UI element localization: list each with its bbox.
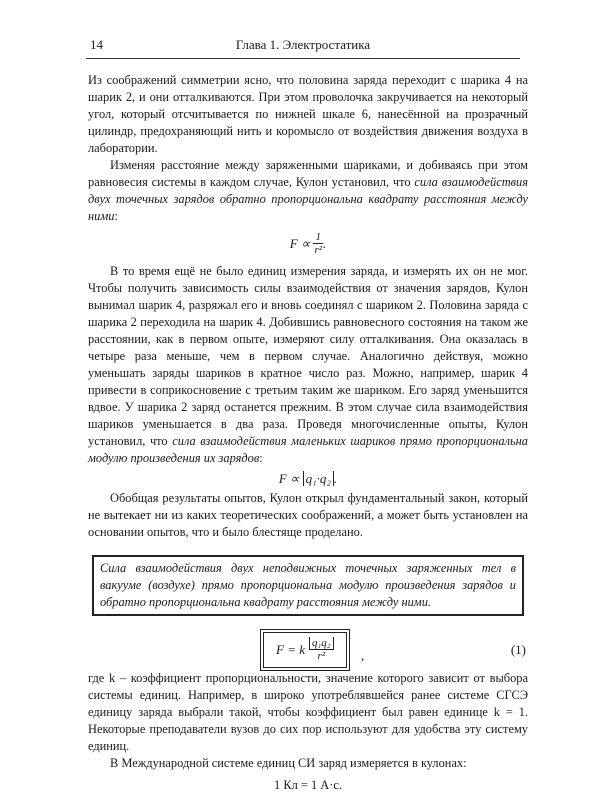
paragraph-distance-dependence	[88, 157, 528, 225]
paragraph-text: :	[114, 209, 118, 223]
fraction-numerator: 1	[315, 231, 321, 243]
fraction-denominator: r²	[317, 650, 326, 662]
formula-fraction	[313, 231, 323, 257]
fraction-numerator: q₁q₂	[309, 637, 334, 650]
formula-lhs: F ∝	[289, 236, 311, 251]
coulomb-law-box	[92, 555, 524, 616]
formula-charge-product	[88, 468, 528, 489]
paragraph-si-units: В Международной системе единиц СИ заряд измеряется в кулонах:	[110, 756, 467, 770]
page-body	[88, 72, 528, 794]
formula-lhs: F ∝	[278, 471, 300, 486]
formula-inverse-square	[88, 226, 528, 262]
formula-lhs: F = k	[276, 642, 305, 657]
paragraph-generalization: Обобщая результаты опытов, Кулон открыл фундаментальный закон, который не вытекает ни из каких теоретических соображений, а может быть установлен на основании опытов, что и было блестяще проделано.	[88, 491, 528, 539]
page-number: 14	[90, 37, 103, 52]
equation-number: (1)	[510, 642, 526, 657]
paragraph-coefficient: где k – коэффициент пропорциональности, значение которого зависит от выбора системы единиц. Например, в широко употреблявшейся ранее системе СГСЭ единицу заряда выбрали такой, чтобы коэффициент был равен единице k = 1. Некоторые преподаватели вузов до сих пор используют для удобства эту систему единиц.	[88, 671, 528, 753]
chapter-title: Глава 1. Электростатика	[235, 37, 371, 52]
paragraph-text: В то время ещё не было единиц измерения заряда, и измерять их он не мог. Чтобы получить зависимость силы взаимодействия от значения зарядов, Кулон вынимал шарик 4, разряжал его и вновь соединял с шариком 2. Половина заряда с шарика 2 переходила на шарик 4. Добившись равновесного состояния на таком же расстоянии, как в первом опыте, измеряют силу отталкивания. Она оказалась в четыре раза меньше, чем в первом случае. Аналогично действуя, можно уменьшать заряды шариков в кратное число раз. Можно, например, шарик 4 привести в соприкосновение с третьим таким же шариком. Его заряд уменьшится вдвое. У шарика 2 заряд останется прежним. В этом случае сила взаимодействия шариков уменьшается в два раза. Проведя многочисленные опыты, Кулон установил, что	[88, 264, 528, 448]
formula-coulomb-unit: 1 Кл = 1 А·с.	[274, 778, 342, 792]
coulomb-law-statement: Сила взаимодействия двух неподвижных точечных заряженных тел в вакууме (воздухе) прямо пропорциональна модулю произведения зарядов и обратно пропорциональна квадрату расстояния между ними.	[100, 561, 516, 609]
formula-comma: ,	[361, 648, 365, 663]
emphasis-product-of-charges: сила взаимодействия маленьких шариков прямо пропорциональна модулю произведения их зарядов	[88, 434, 528, 465]
equation-row	[88, 630, 528, 670]
coulomb-law-formula	[263, 632, 347, 668]
formula-fraction	[309, 637, 334, 663]
paragraph-text: :	[259, 451, 263, 465]
page-header	[86, 34, 520, 59]
formula-absolute-value: q₁·q₂	[303, 471, 334, 486]
formula-tail: .	[322, 236, 327, 251]
formula-tail: .	[333, 471, 338, 486]
paragraph-symmetry: Из соображений симметрии ясно, что половина заряда переходит с шарика 4 на шарик 2, и они отталкиваются. При этом проволочка закручивается на некоторый угол, который отсчитывается по нижней шкале 6, нанесённой на прозрачный цилиндр, предохраняющий нить и коромысло от воздействия движения воздуха в лаборатории.	[88, 73, 528, 155]
paragraph-text: Изменяя расстояние между заряженными шариками, и добиваясь при этом равновесия системы в каждом случае, Кулон установил, что	[88, 158, 528, 189]
paragraph-charge-experiments	[88, 263, 528, 467]
emphasis-inverse-square: сила взаимодействия двух точечных зарядов обратно пропорциональна квадрату расстояния между ними	[88, 175, 528, 223]
fraction-denominator: r²	[314, 244, 323, 256]
